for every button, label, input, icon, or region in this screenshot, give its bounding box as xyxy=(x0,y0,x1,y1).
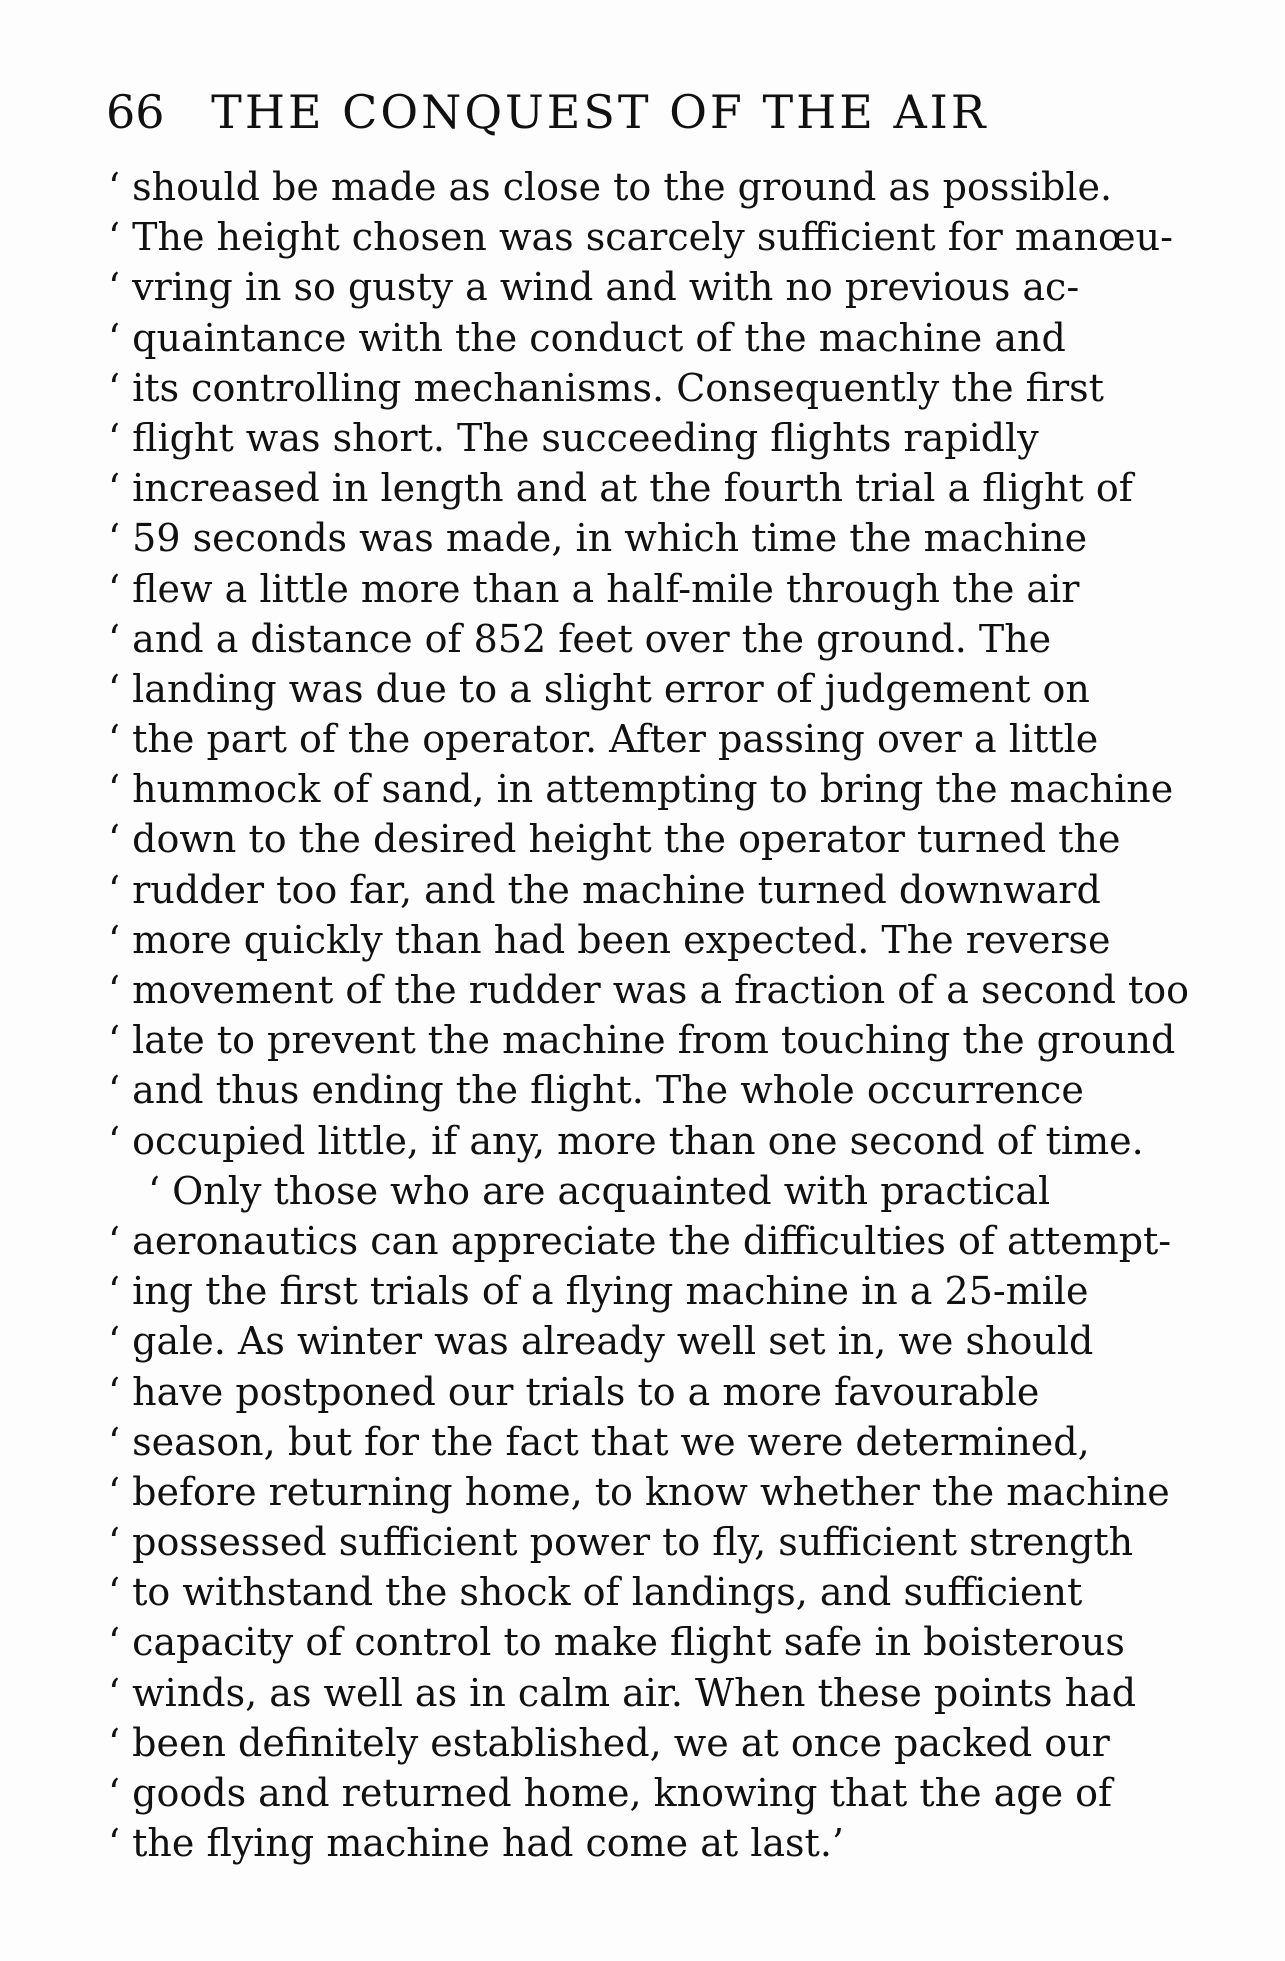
page-header xyxy=(106,84,1106,140)
body-text xyxy=(108,162,1228,1868)
text-line: ‘ before returning home, to know whether the machine xyxy=(108,1469,1170,1514)
text-line: ‘ and a distance of 852 feet over the ground. The xyxy=(108,616,1052,661)
text-line: ‘ capacity of control to make flight safe in boisterous xyxy=(108,1620,1125,1665)
text-line: ‘ movement of the rudder was a fraction of a second too xyxy=(108,968,1190,1012)
text-line: ‘ ing the first trials of a flying machine in a 25-mile xyxy=(108,1269,1089,1314)
text-line: ‘ its controlling mechanisms. Consequently the first xyxy=(108,365,1104,410)
text-line: ‘ increased in length and at the fourth trial a flight of xyxy=(108,466,1133,511)
text-line: ‘ aeronautics can appreciate the difficulties of attempt- xyxy=(108,1218,1172,1263)
text-line: ‘ The height chosen was scarcely sufficient for manœu- xyxy=(108,215,1173,260)
text-line: ‘ hummock of sand, in attempting to bring the machine xyxy=(108,767,1174,812)
text-line: ‘ possessed sufficient power to fly, sufficient strength xyxy=(108,1520,1134,1565)
text-line: ‘ vring in so gusty a wind and with no previous ac- xyxy=(108,265,1080,310)
text-line: ‘ 59 seconds was made, in which time the machine xyxy=(108,516,1088,561)
text-line: ‘ flight was short. The succeeding flights rapidly xyxy=(108,415,1039,460)
text-line: ‘ goods and returned home, knowing that the age of xyxy=(108,1771,1113,1815)
text-line: ‘ landing was due to a slight error of judgement on xyxy=(108,666,1090,711)
running-title: THE CONQUEST OF THE AIR xyxy=(211,85,989,139)
text-line: ‘ down to the desired height the operator turned the xyxy=(108,817,1121,862)
text-line: ‘ gale. As winter was already well set in, we should xyxy=(108,1319,1094,1364)
text-line: ‘ late to prevent the machine from touching the ground xyxy=(108,1018,1176,1063)
page-number: 66 xyxy=(106,85,165,139)
text-line: ‘ been definitely established, we at once packed our xyxy=(108,1720,1110,1765)
text-line: ‘ have postponed our trials to a more favourable xyxy=(108,1369,1040,1414)
text-line: ‘ flew a little more than a half-mile through the air xyxy=(108,566,1080,611)
text-line: ‘ occupied little, if any, more than one second of time. xyxy=(108,1118,1144,1163)
paragraph-start-line: ‘ Only those who are acquainted with practical xyxy=(148,1168,1051,1213)
text-line: ‘ season, but for the fact that we were determined, xyxy=(108,1419,1090,1464)
text-line: ‘ the part of the operator. After passing over a little xyxy=(108,717,1099,762)
text-line: ‘ the flying machine had come at last.’ xyxy=(108,1821,844,1866)
text-line: ‘ quaintance with the conduct of the machine and xyxy=(108,315,1066,360)
text-line: ‘ rudder too far, and the machine turned downward xyxy=(108,867,1101,912)
text-line: ‘ to withstand the shock of landings, and sufficient xyxy=(108,1570,1083,1615)
text-line: ‘ and thus ending the flight. The whole occurrence xyxy=(108,1068,1084,1113)
text-line: ‘ winds, as well as in calm air. When these points had xyxy=(108,1670,1137,1715)
text-line: ‘ more quickly than had been expected. The reverse xyxy=(108,917,1111,962)
text-line: ‘ should be made as close to the ground as possible. xyxy=(108,165,1113,209)
